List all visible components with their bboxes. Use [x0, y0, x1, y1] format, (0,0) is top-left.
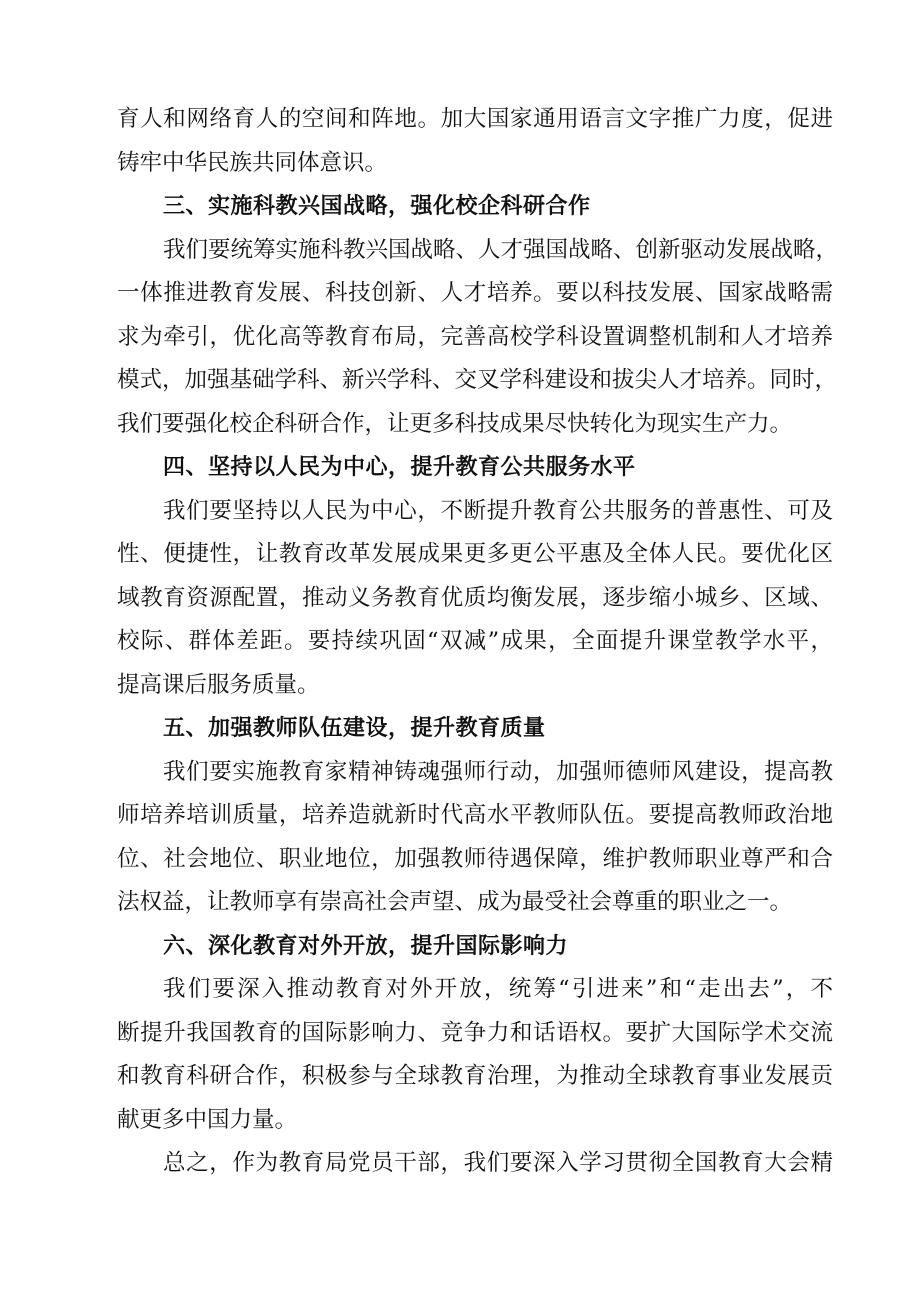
- text-line: 我们要实施教育家精神铸魂强师行动，加强师德师风建设，提高教: [163, 758, 833, 785]
- text-line: 我们要深入推动教育对外开放，统筹“引进来”和“走出去”，不: [163, 976, 833, 1002]
- text-line: 域教育资源配置，推动义务教育优质均衡发展，逐步缩小城乡、区域、: [117, 584, 833, 611]
- text-line: 模式，加强基础学科、新兴学科、交叉学科建设和拔尖人才培养。同时，: [117, 367, 838, 393]
- text-line: 我们要统筹实施科教兴国战略、人才强国战略、创新驱动发展战略，: [163, 236, 839, 263]
- text-line: 我们要强化校企科研合作，让更多科技成果尽快转化为现实生产力。: [117, 410, 793, 437]
- intro-paragraph: [117, 98, 833, 185]
- section-heading: 五、加强教师队伍建设，提升教育质量: [163, 716, 546, 741]
- text-line: 育人和网络育人的空间和阵地。加大国家通用语言文字推广力度，促进: [117, 106, 833, 132]
- text-line: 献更多中国力量。: [117, 1106, 298, 1133]
- text-line: 和教育科研合作，积极参与全球教育治理，为推动全球教育事业发展贡: [117, 1063, 833, 1089]
- section-3: [117, 185, 839, 446]
- text-line: 我们要坚持以人民为中心，不断提升教育公共服务的普惠性、可及: [163, 497, 833, 524]
- section-5: [117, 707, 833, 925]
- text-line: 师培养培训质量，培养造就新时代高水平教师队伍。要提高教师政治地: [117, 802, 833, 828]
- conclusion-paragraph: [117, 1142, 833, 1186]
- text-line: 一体推进教育发展、科技创新、人才培养。要以科技发展、国家战略需: [117, 280, 833, 306]
- section-6: [117, 925, 833, 1143]
- text-line: 断提升我国教育的国际影响力、竞争力和话语权。要扩大国际学术交流: [117, 1019, 833, 1046]
- section-heading: 六、深化教育对外开放，提升国际影响力: [163, 933, 569, 959]
- section-heading: 三、实施科教兴国战略，强化校企科研合作: [163, 194, 591, 219]
- section-4: [117, 446, 833, 707]
- text-line: 性、便捷性，让教育改革发展成果更多更公平惠及全体人民。要优化区: [117, 541, 833, 567]
- text-line: 总之，作为教育局党员干部，我们要深入学习贯彻全国教育大会精: [163, 1150, 833, 1176]
- section-heading: 四、坚持以人民为中心，提升教育公共服务水平: [163, 455, 636, 480]
- text-line: 铸牢中华民族共同体意识。: [117, 149, 388, 176]
- text-line: 校际、群体差距。要持续巩固“双减”成果，全面提升课堂教学水平，: [117, 628, 833, 654]
- document-page: [117, 98, 839, 1186]
- text-line: 位、社会地位、职业地位，加强教师待遇保障，维护教师职业尊严和合: [117, 845, 833, 872]
- text-line: 提高课后服务质量。: [117, 671, 320, 698]
- text-line: 求为牵引，优化高等教育布局，完善高校学科设置调整机制和人才培养: [117, 323, 833, 350]
- text-line: 法权益，让教师享有崇高社会声望、成为最受社会尊重的职业之一。: [117, 889, 793, 915]
